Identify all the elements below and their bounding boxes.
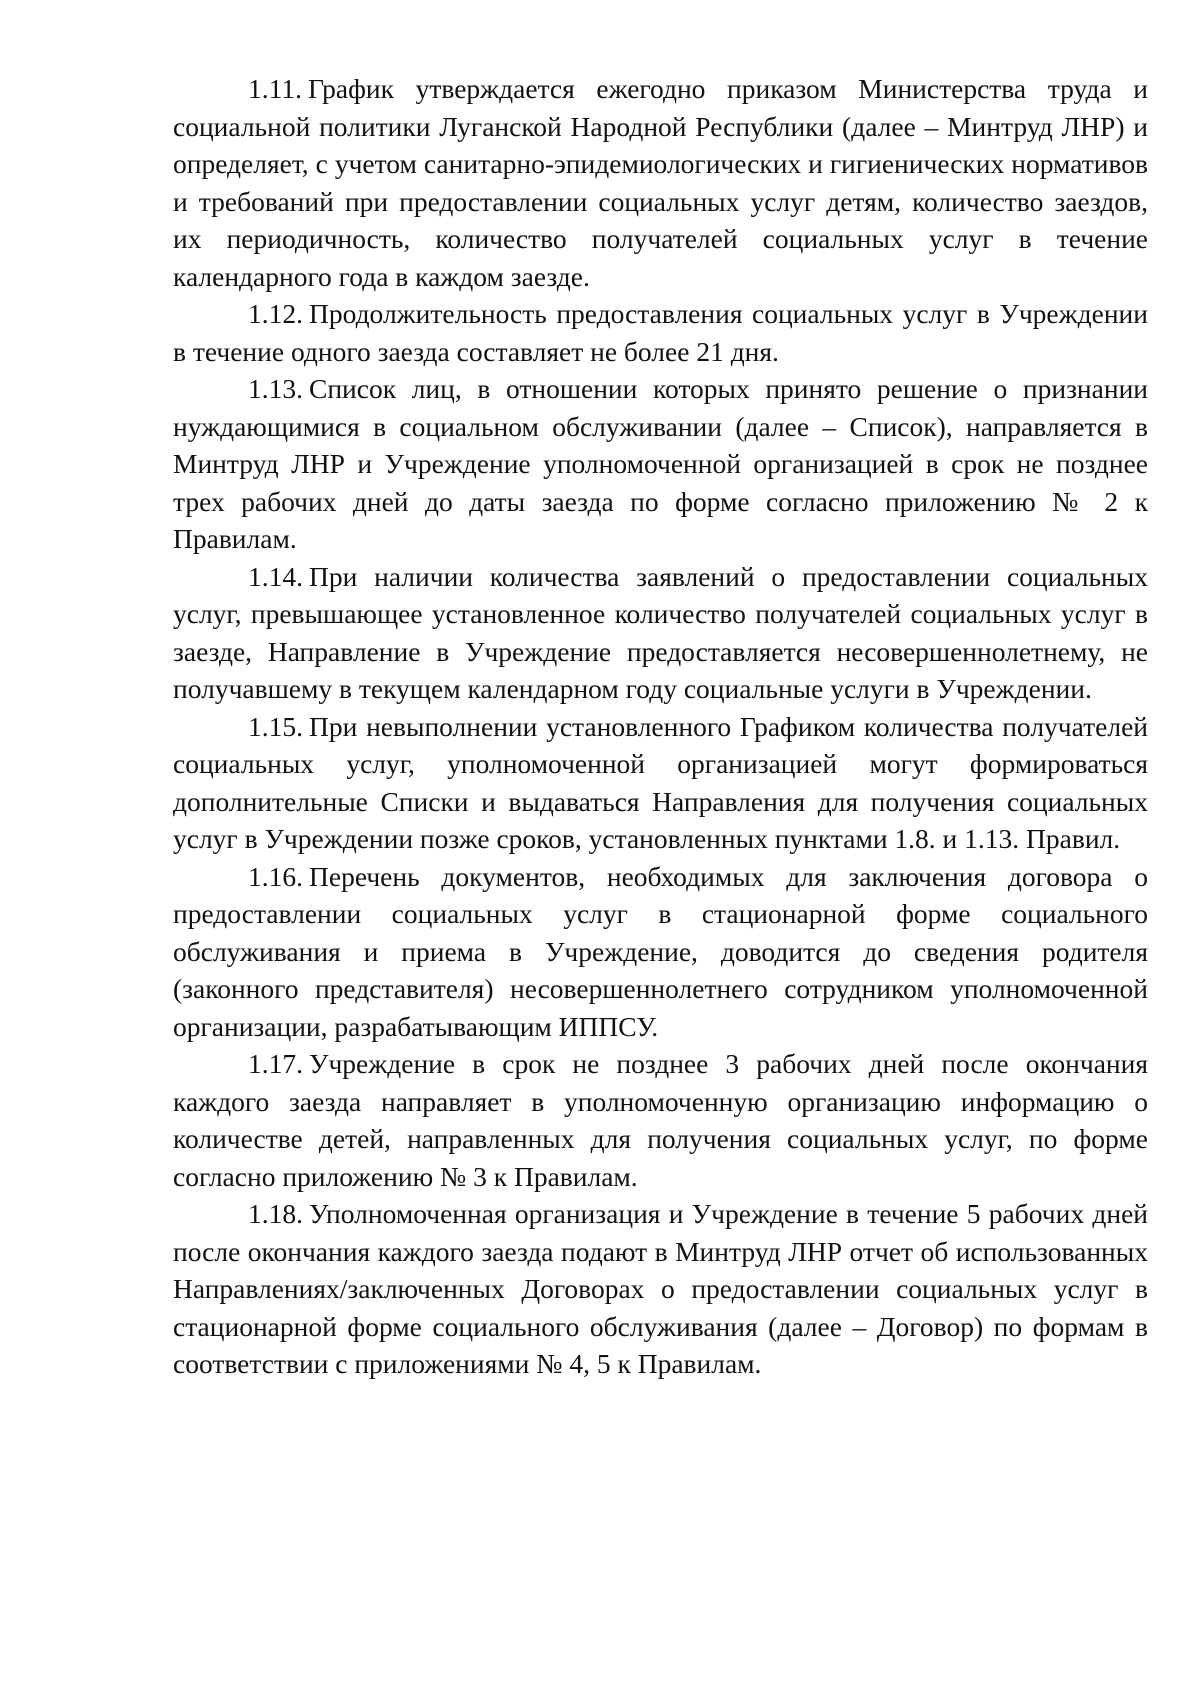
paragraph-1-16 xyxy=(173,858,1148,1046)
paragraph-1-18 xyxy=(173,1195,1148,1383)
paragraph-text: При невыполнении установленного Графиком количества получателей социальных услуг, уполномоченной организацией могут формироваться дополнительные Списки и выдаваться Направления для получения социальных услуг в Учреждении позже сроков, установленных пунктами 1.8. и 1.13. Правил. xyxy=(173,710,1148,854)
document-page xyxy=(173,70,1148,1383)
paragraph-text: Список лиц, в отношении которых принято решение о признании нуждающимися в социальном обслуживании (далее – Список), направляется в Минтруд ЛНР и Учреждение уполномоченной организацией в срок не позднее трех рабочих дней до даты заезда по форме согласно приложению № 2 к Правилам. xyxy=(173,373,1148,554)
paragraph-1-17 xyxy=(173,1045,1148,1195)
paragraph-1-13 xyxy=(173,370,1148,558)
paragraph-text: График утверждается ежегодно приказом Министерства труда и социальной политики Луганской Народной Республики (далее – Минтруд ЛНР) и определяет, с учетом санитарно-эпидемиологических и гигиенических нормативов и требований при предоставлении социальных услуг детям, количество заездов, их периодичность, количество получателей социальных услуг в течение календарного года в каждом заезде. xyxy=(173,73,1148,292)
paragraph-1-12 xyxy=(173,295,1148,370)
paragraph-number: 1.14. xyxy=(248,560,303,592)
paragraph-number: 1.17. xyxy=(248,1048,303,1079)
paragraph-1-14 xyxy=(173,558,1148,708)
paragraph-1-11 xyxy=(173,70,1148,295)
paragraph-number: 1.13. xyxy=(248,373,303,404)
paragraph-text: Уполномоченная организация и Учреждение в течение 5 рабочих дней после окончания каждого заезда подают в Минтруд ЛНР отчет об использованных Направлениях/заключенных Договорах о предоставлении социальных услуг в стационарной форме социального обслуживания (далее – Договор) по формам в соответствии с приложениями № 4, 5 к Правилам. xyxy=(173,1198,1148,1379)
paragraph-text: Продолжительность предоставления социальных услуг в Учреждении в течение одного заезда составляет не более 21 дня. xyxy=(173,298,1148,367)
paragraph-text: При наличии количества заявлений о предоставлении социальных услуг, превышающее установленное количество получателей социальных услуг в заезде, Направление в Учреждение предоставляется несовершеннолетнему, не получавшему в текущем календарном году социальные услуги в Учреждении. xyxy=(173,560,1148,704)
paragraph-text: Перечень документов, необходимых для заключения договора о предоставлении социальных услуг в стационарной форме социального обслуживания и приема в Учреждение, доводится до сведения родителя (законного представителя) несовершеннолетнего сотрудником уполномоченной организации, разрабатывающим ИППСУ. xyxy=(173,860,1148,1042)
paragraph-number: 1.11. xyxy=(248,73,302,104)
paragraph-number: 1.15. xyxy=(248,710,303,742)
paragraph-number: 1.16. xyxy=(248,860,303,892)
paragraph-1-15 xyxy=(173,708,1148,858)
paragraph-number: 1.18. xyxy=(248,1198,303,1229)
paragraph-text: Учреждение в срок не позднее 3 рабочих дней после окончания каждого заезда направляет в уполномоченную организацию информацию о количестве детей, направленных для получения социальных услуг, по форме согласно приложению № 3 к Правилам. xyxy=(173,1048,1148,1192)
paragraph-number: 1.12. xyxy=(248,298,303,329)
